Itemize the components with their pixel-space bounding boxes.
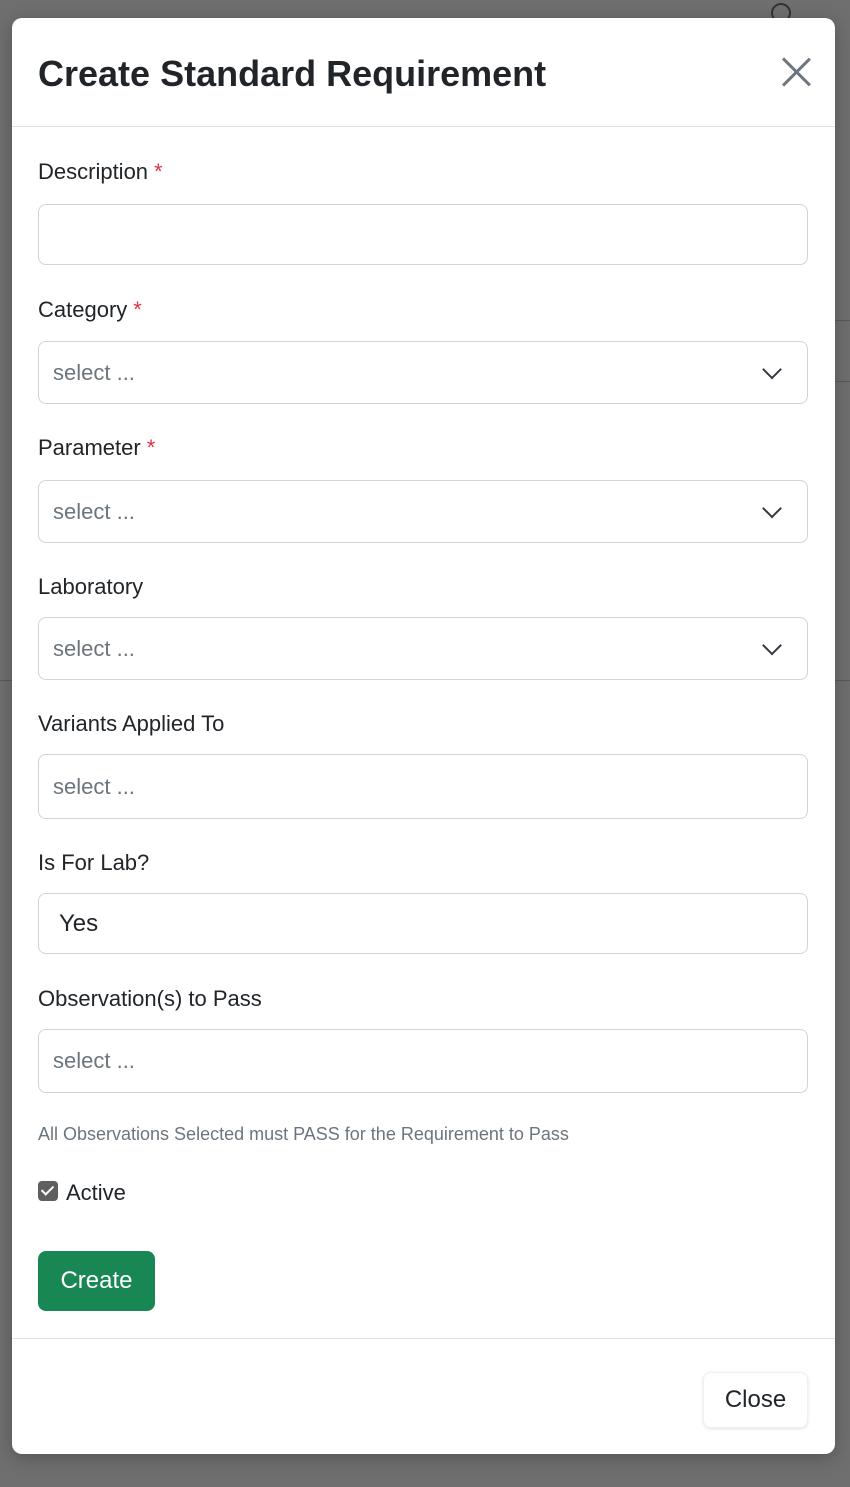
chevron-down-icon: [762, 635, 782, 655]
active-checkbox[interactable]: [38, 1181, 58, 1201]
background-divider: [835, 320, 850, 321]
chevron-down-icon: [762, 498, 782, 518]
observations-label: [38, 985, 262, 1013]
background-divider: [0, 680, 12, 681]
observations-label-text: Observation(s) to Pass: [38, 986, 262, 1011]
variants-label: [38, 710, 224, 738]
category-select[interactable]: [38, 341, 808, 404]
create-button[interactable]: Create: [38, 1251, 155, 1311]
required-marker: *: [133, 297, 142, 322]
laboratory-placeholder: select ...: [53, 635, 135, 661]
variants-multiselect[interactable]: [38, 754, 808, 819]
modal-header: [12, 18, 835, 127]
variants-placeholder: select ...: [53, 773, 135, 799]
parameter-label: [38, 434, 155, 462]
close-icon[interactable]: [780, 56, 812, 88]
observations-placeholder: select ...: [53, 1048, 135, 1073]
variants-label-text: Variants Applied To: [38, 711, 225, 736]
description-label-text: Description: [38, 159, 149, 184]
modal-footer: [12, 1338, 835, 1454]
active-label: Active: [66, 1180, 126, 1205]
create-requirement-modal: [12, 18, 835, 1454]
laboratory-label-text: Laboratory: [38, 574, 144, 599]
category-label-text: Category: [38, 297, 128, 322]
is-for-lab-select[interactable]: [38, 893, 808, 954]
description-input[interactable]: [38, 204, 808, 265]
is-for-lab-label-text: Is For Lab?: [38, 850, 150, 875]
category-label: [38, 296, 142, 324]
close-button[interactable]: Close: [703, 1372, 808, 1428]
parameter-label-text: Parameter: [38, 435, 141, 460]
is-for-lab-value: Yes: [59, 909, 99, 937]
background-divider: [835, 381, 850, 382]
modal-title: Create Standard Requirement: [38, 53, 547, 94]
required-marker: *: [146, 435, 156, 460]
chevron-down-icon: [762, 359, 782, 379]
laboratory-label: [38, 573, 143, 601]
background-divider: [835, 680, 850, 681]
parameter-select[interactable]: [38, 480, 808, 543]
observations-multiselect[interactable]: [38, 1029, 808, 1093]
description-label: [38, 158, 163, 186]
is-for-lab-label: [38, 849, 149, 877]
category-placeholder: select ...: [53, 359, 135, 385]
required-marker: *: [154, 159, 163, 184]
parameter-placeholder: select ...: [53, 498, 135, 524]
laboratory-select[interactable]: [38, 617, 808, 680]
observations-help-text: All Observations Selected must PASS for the Requirement to Pass: [38, 1124, 569, 1144]
